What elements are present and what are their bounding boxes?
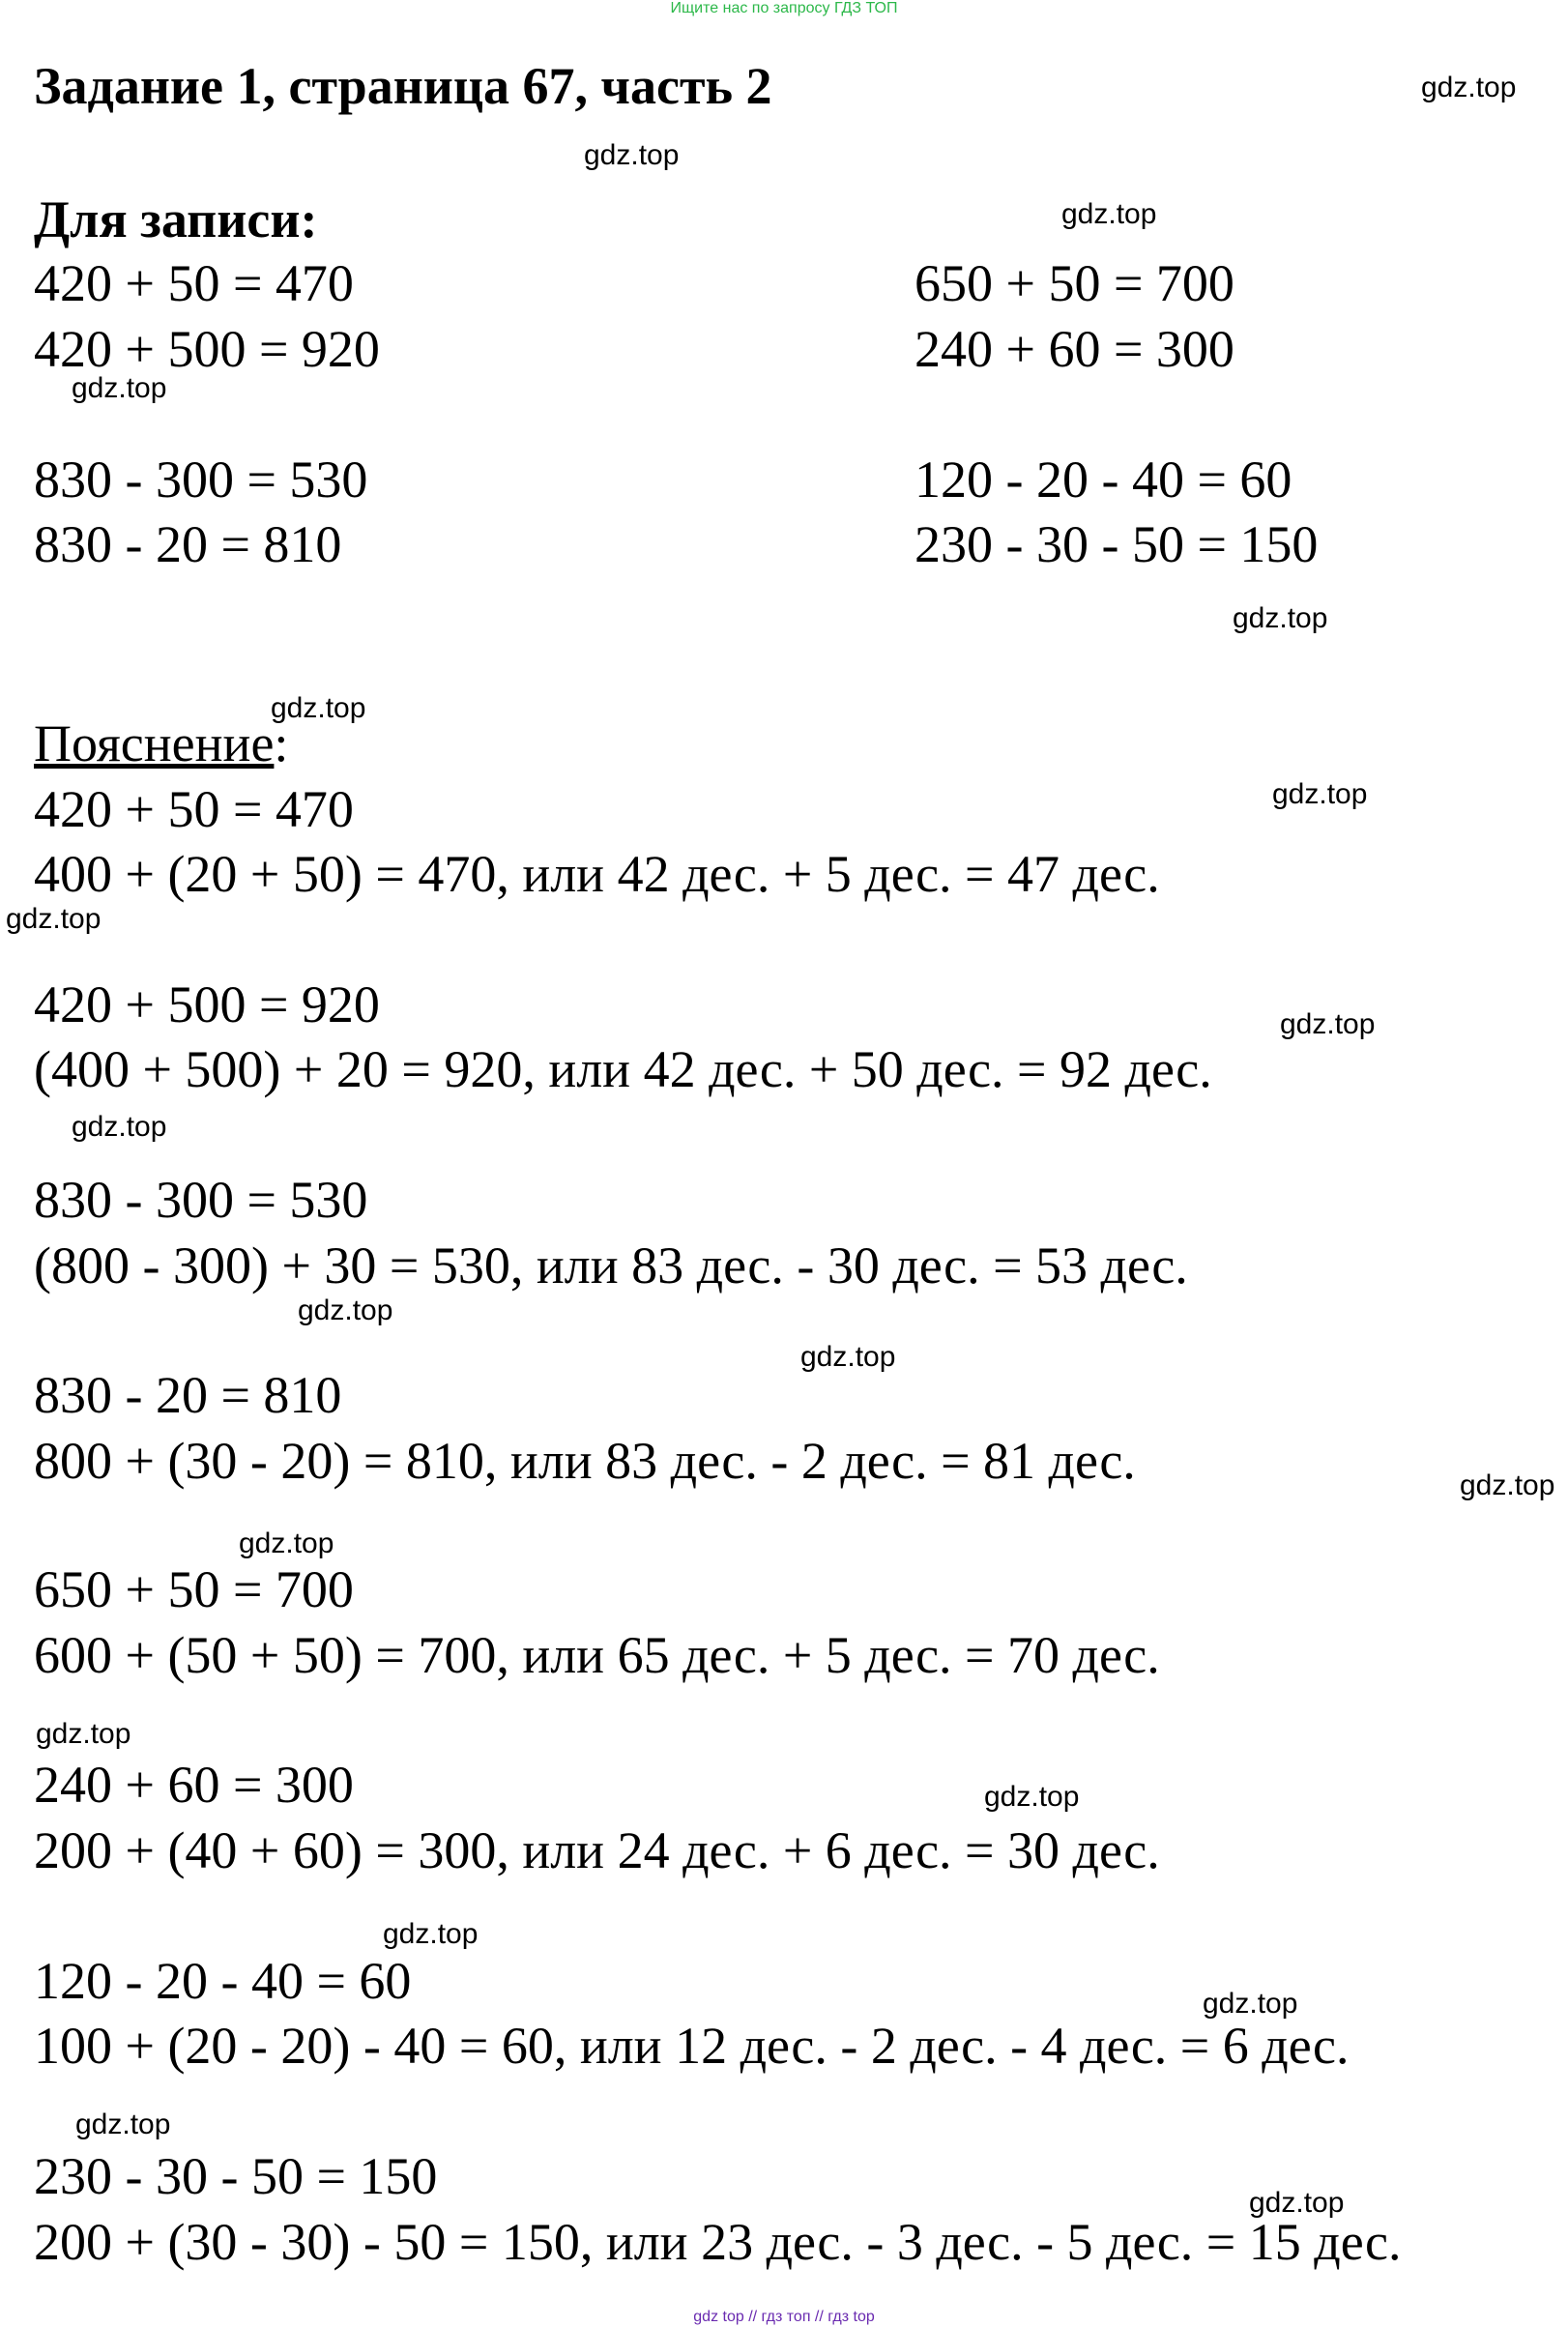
watermark: gdz.top: [984, 1781, 1080, 1813]
section-record-heading: Для записи:: [34, 190, 318, 248]
page-title: Задание 1, страница 67, часть 2: [34, 57, 772, 115]
watermark: gdz.top: [36, 1718, 131, 1750]
record-right-1: 650 + 50 = 700: [915, 254, 1234, 312]
explanation-label: Пояснение: [34, 714, 275, 772]
watermark: gdz.top: [271, 692, 366, 724]
watermark: gdz.top: [1421, 72, 1517, 103]
explanation-7-detail: 100 + (20 - 20) - 40 = 60, или 12 дес. - 2 дес. - 4 дес. = 6 дес.: [34, 2017, 1350, 2075]
record-right-2: 240 + 60 = 300: [915, 320, 1234, 378]
watermark: gdz.top: [72, 372, 167, 404]
explanation-2-expr: 420 + 500 = 920: [34, 975, 380, 1033]
bottom-banner: gdz top // гдз топ // гдз top: [693, 2309, 875, 2325]
explanation-4-expr: 830 - 20 = 810: [34, 1366, 342, 1424]
watermark: gdz.top: [1280, 1008, 1376, 1040]
record-right-4: 230 - 30 - 50 = 150: [915, 515, 1319, 573]
watermark: gdz.top: [584, 139, 680, 171]
watermark: gdz.top: [72, 1111, 167, 1143]
watermark: gdz.top: [1061, 198, 1157, 230]
watermark: gdz.top: [239, 1527, 334, 1559]
watermark: gdz.top: [1233, 602, 1328, 634]
watermark: gdz.top: [383, 1918, 479, 1950]
explanation-2-detail: (400 + 500) + 20 = 920, или 42 дес. + 50 дес. = 92 дес.: [34, 1040, 1212, 1098]
explanation-1-detail: 400 + (20 + 50) = 470, или 42 дес. + 5 дес. = 47 дес.: [34, 845, 1160, 903]
watermark: gdz.top: [1203, 1988, 1298, 2020]
watermark: gdz.top: [75, 2109, 171, 2140]
explanation-7-expr: 120 - 20 - 40 = 60: [34, 1952, 412, 2010]
explanation-8-detail: 200 + (30 - 30) - 50 = 150, или 23 дес. - 3 дес. - 5 дес. = 15 дес.: [34, 2213, 1402, 2271]
watermark: gdz.top: [298, 1294, 393, 1326]
explanation-heading: [34, 713, 288, 773]
record-left-2: 420 + 500 = 920: [34, 320, 380, 378]
record-left-4: 830 - 20 = 810: [34, 515, 342, 573]
top-banner: Ищите нас по запросу ГДЗ ТОП: [670, 0, 898, 16]
watermark: gdz.top: [1272, 778, 1368, 810]
record-right-3: 120 - 20 - 40 = 60: [915, 451, 1292, 509]
explanation-3-detail: (800 - 300) + 30 = 530, или 83 дес. - 30 дес. = 53 дес.: [34, 1236, 1188, 1294]
explanation-8-expr: 230 - 30 - 50 = 150: [34, 2147, 438, 2205]
explanation-colon: :: [274, 714, 289, 772]
watermark: gdz.top: [6, 903, 102, 935]
record-left-1: 420 + 50 = 470: [34, 254, 354, 312]
explanation-1-expr: 420 + 50 = 470: [34, 780, 354, 838]
watermark: gdz.top: [1249, 2187, 1345, 2219]
record-left-3: 830 - 300 = 530: [34, 451, 368, 509]
explanation-6-expr: 240 + 60 = 300: [34, 1756, 354, 1814]
watermark: gdz.top: [800, 1341, 896, 1373]
explanation-6-detail: 200 + (40 + 60) = 300, или 24 дес. + 6 дес. = 30 дес.: [34, 1821, 1160, 1879]
explanation-3-expr: 830 - 300 = 530: [34, 1171, 368, 1229]
watermark: gdz.top: [1460, 1469, 1555, 1501]
explanation-5-detail: 600 + (50 + 50) = 700, или 65 дес. + 5 дес. = 70 дес.: [34, 1626, 1160, 1684]
explanation-5-expr: 650 + 50 = 700: [34, 1560, 354, 1618]
explanation-4-detail: 800 + (30 - 20) = 810, или 83 дес. - 2 дес. = 81 дес.: [34, 1432, 1136, 1490]
